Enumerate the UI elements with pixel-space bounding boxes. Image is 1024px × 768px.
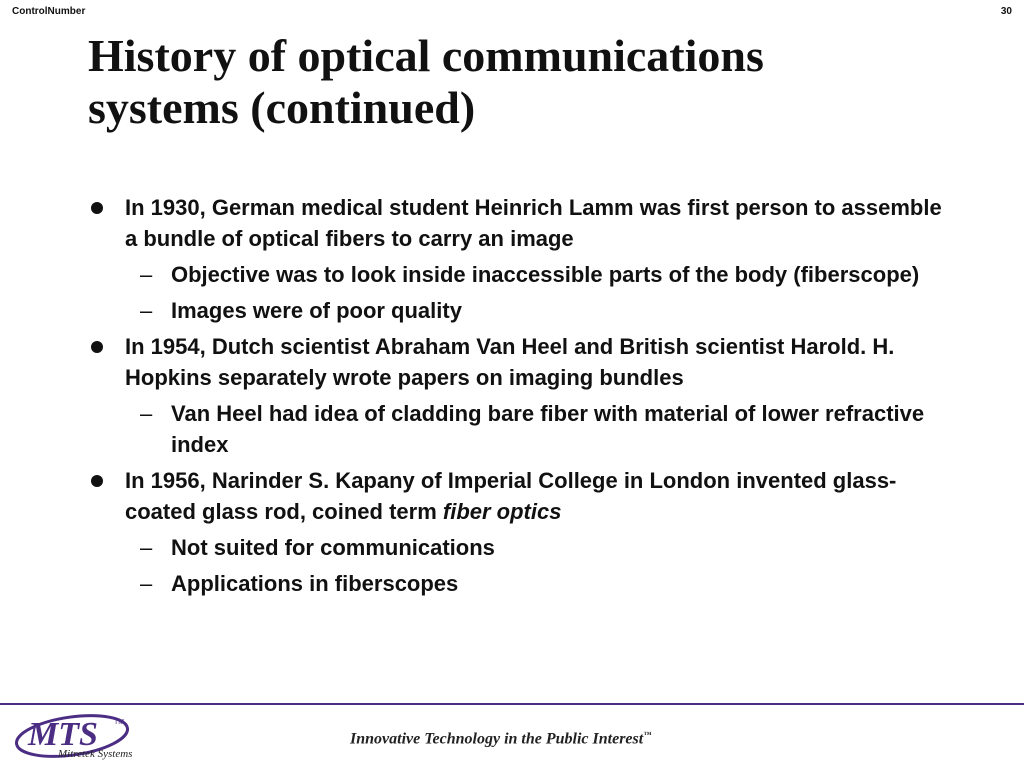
bullet-item bbox=[88, 465, 948, 527]
footer-tagline bbox=[350, 730, 651, 748]
mts-logo bbox=[14, 712, 164, 762]
sub-bullet-text: Van Heel had idea of cladding bare fiber with material of lower refractive index bbox=[171, 401, 925, 457]
bullet-item bbox=[88, 192, 948, 254]
sub-bullet-text: Objective was to look inside inaccessible parts of the body (fiberscope) bbox=[171, 262, 920, 287]
bullet-text: In 1930, German medical student Heinrich Lamm was first person to assemble a bundle of optical fibers to carry an image bbox=[125, 195, 942, 251]
sub-bullet-text: Not suited for communications bbox=[171, 535, 495, 560]
sub-bullet-item bbox=[88, 568, 948, 599]
logo-trademark: TM bbox=[114, 719, 125, 726]
tagline-text: Innovative Technology in the Public Interest bbox=[350, 730, 644, 748]
footer-divider bbox=[0, 703, 1024, 705]
sub-bullet-text: Images were of poor quality bbox=[171, 298, 462, 323]
bullet-text: In 1954, Dutch scientist Abraham Van Heel and British scientist Harold. H. Hopkins separately wrote papers on imaging bundles bbox=[125, 334, 895, 390]
bullet-text-italic: fiber optics bbox=[442, 499, 562, 524]
sub-bullet-item bbox=[88, 295, 948, 326]
slide-content bbox=[88, 192, 948, 604]
control-number: ControlNumber bbox=[12, 6, 86, 17]
sub-bullet-item bbox=[88, 259, 948, 290]
logo-subtitle: Mitretek Systems bbox=[58, 748, 133, 760]
page-number: 30 bbox=[1000, 6, 1012, 17]
logo-mark: MTS bbox=[28, 716, 98, 753]
sub-bullet-item bbox=[88, 532, 948, 563]
bullet-text: In 1956, Narinder S. Kapany of Imperial College in London invented glass-coated glass rod, coined term bbox=[125, 468, 897, 524]
slide-title-line-2: systems (continued) bbox=[88, 82, 476, 133]
tagline-trademark: ™ bbox=[643, 730, 652, 739]
bullet-item bbox=[88, 331, 948, 393]
sub-bullet-text: Applications in fiberscopes bbox=[171, 571, 459, 596]
slide-title bbox=[88, 30, 968, 134]
slide-title-line-1: History of optical communications bbox=[88, 30, 764, 81]
sub-bullet-item bbox=[88, 398, 948, 460]
